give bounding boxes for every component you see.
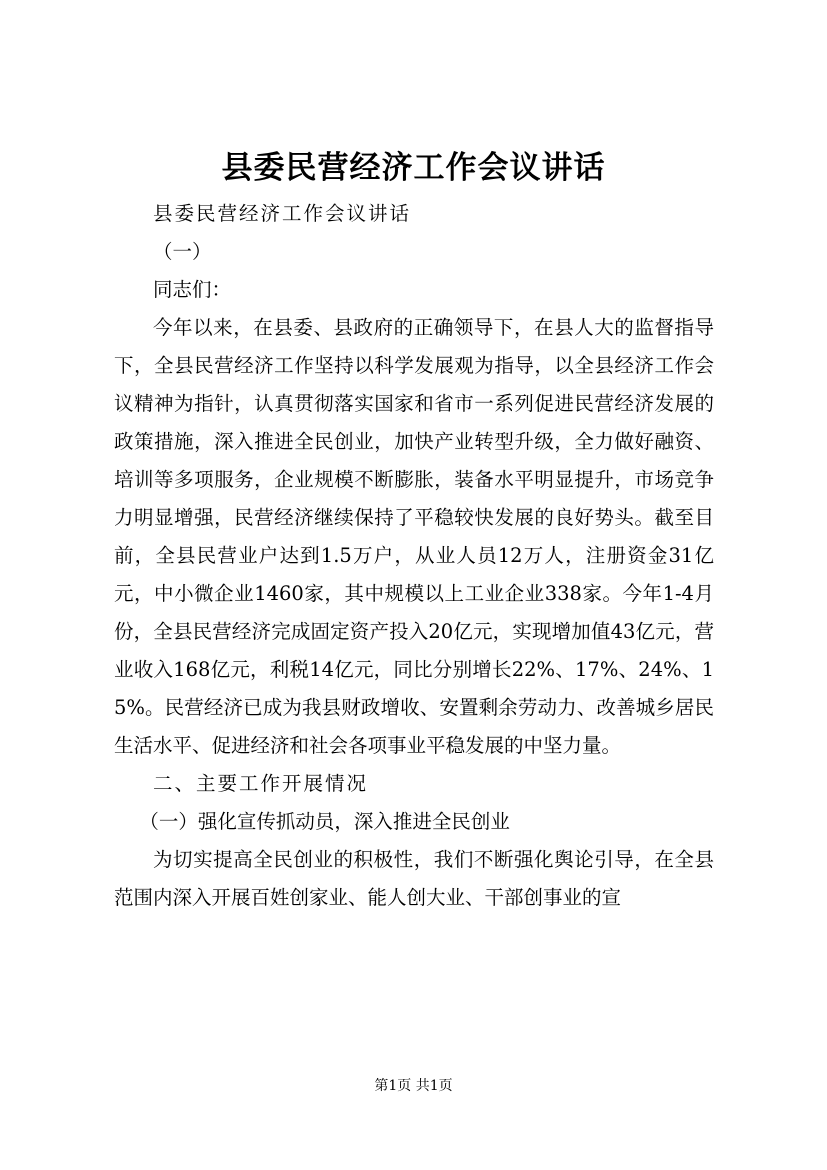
document-body xyxy=(114,195,714,917)
section-heading: 二、主要工作开展情况 xyxy=(153,772,369,795)
page-footer: 第1页 共1页 xyxy=(374,1078,453,1094)
subtitle-paragraph: 县委民营经济工作会议讲话 xyxy=(153,202,412,225)
section-number-paragraph: （一） xyxy=(153,240,212,263)
body-paragraph: 为切实提高全民创业的积极性，我们不断强化舆论引导，在全县范围内深入开展百姓创家业、能人创大业、干部创事业的宣 xyxy=(114,848,714,909)
salutation-paragraph: 同志们： xyxy=(153,278,232,301)
body-paragraph: 今年以来，在县委、县政府的正确领导下，在县人大的监督指导下，全县民营经济工作坚持以科学发展观为指导，以全县经济工作会议精神为指针，认真贯彻落实国家和省市一系列促进民营经济发展的政策措施，深入推进全民创业，加快产业转型升级，全力做好融资、培训等多项服务，企业规模不断膨胀，装备水平明显提升，市场竞争力明显增强，民营经济继续保持了平稳较快发展的良好势头。截至目前，全县民营业户达到1.5万户，从业人员12万人，注册资金31亿元，中小微企业1460家，其中规模以上工业企业338家。今年1-4月份，全县民营经济完成固定资产投入20亿元，实现增加值43亿元，营业收入168亿元，利税14亿元，同比分别增长22%、17%、24%、15%。民营经济已成为我县财政增收、安置剩余劳动力、改善城乡居民生活水平、促进经济和社会各项事业平稳发展的中坚力量。 xyxy=(114,316,714,757)
document-title: 县委民营经济工作会议讲话 xyxy=(221,150,606,186)
subsection-heading: （一）强化宣传抓动员，深入推进全民创业 xyxy=(139,810,510,833)
